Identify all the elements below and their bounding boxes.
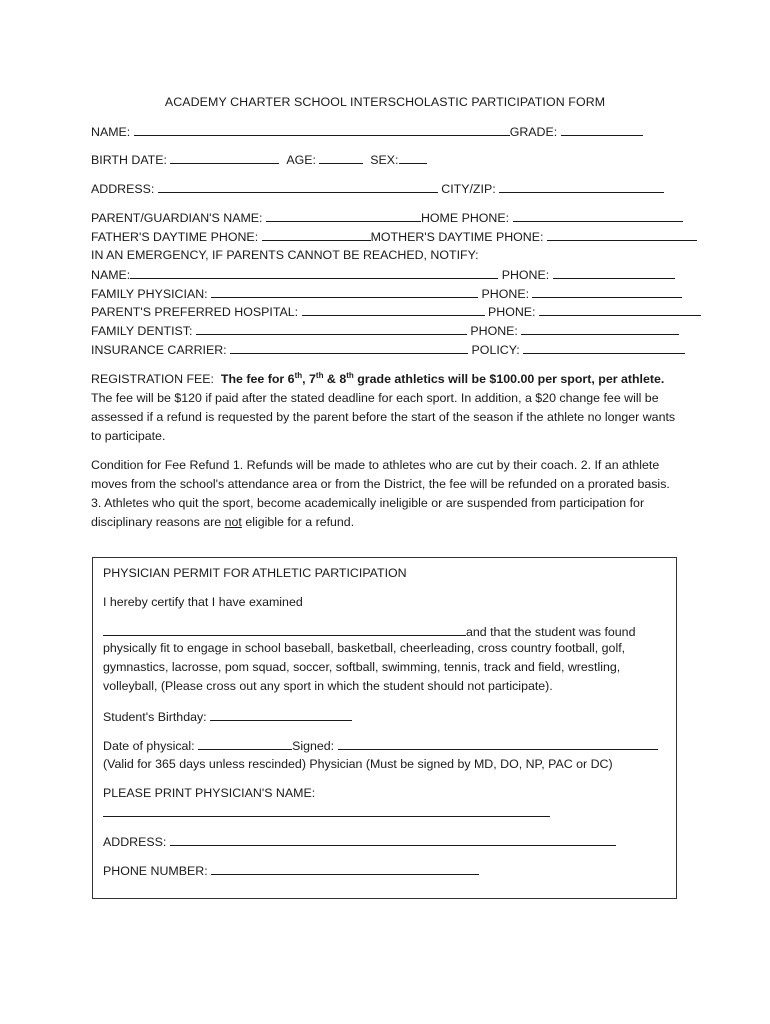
hospital-phone-field[interactable] xyxy=(539,304,701,316)
physician-address-row xyxy=(103,834,616,850)
physician-phone-row xyxy=(103,863,479,879)
fee-sup-1: th xyxy=(294,371,303,380)
parent-name-label: PARENT/GUARDIAN'S NAME: xyxy=(91,211,263,225)
insurance-row xyxy=(91,342,685,358)
physical-date-row xyxy=(103,738,658,754)
emergency-phone-label: PHONE: xyxy=(501,268,550,282)
student-birthday-label: Student's Birthday: xyxy=(103,710,207,724)
fee-sup-2: th xyxy=(315,371,324,380)
address-row xyxy=(91,181,664,197)
home-phone-field[interactable] xyxy=(513,210,683,222)
dentist-label: FAMILY DENTIST: xyxy=(91,324,193,338)
certify-text: I hereby certify that I have examined xyxy=(103,595,303,609)
physician-row xyxy=(91,286,682,302)
emergency-label: IN AN EMERGENCY, IF PARENTS CANNOT BE REACHED, NOTIFY: xyxy=(91,248,479,262)
city-zip-label: CITY/ZIP: xyxy=(441,182,496,196)
registration-fee-paragraph xyxy=(91,370,681,446)
physician-box-title: PHYSICIAN PERMIT FOR ATHLETIC PARTICIPATION xyxy=(103,566,407,580)
fee-emphasis xyxy=(221,372,664,386)
family-physician-label: FAMILY PHYSICIAN: xyxy=(91,287,208,301)
birthday-row xyxy=(103,709,352,725)
refund-not: not xyxy=(224,515,242,529)
hospital-field[interactable] xyxy=(302,304,485,316)
physician-signature-field[interactable] xyxy=(338,738,658,750)
sex-label: SEX: xyxy=(370,153,399,167)
fee-bold-3: & 8 xyxy=(323,372,347,386)
city-zip-field[interactable] xyxy=(499,181,664,193)
fee-details: The fee will be $120 if paid after the stated deadline for each sport. In addition, a $20 change fee will be assessed if a refund is requested by the parent before the start of the season if the athlete no longer wants to participate. xyxy=(91,391,676,443)
grade-field[interactable] xyxy=(561,124,643,136)
fee-bold-4: grade athletics will be $100.00 per sport, per athlete. xyxy=(353,372,665,386)
print-name-label: PLEASE PRINT PHYSICIAN'S NAME: xyxy=(103,786,316,800)
father-row xyxy=(91,229,697,245)
student-birthday-field[interactable] xyxy=(210,709,352,721)
fee-sup-3: th xyxy=(346,371,354,380)
address-label: ADDRESS: xyxy=(91,182,155,196)
parent-name-field[interactable] xyxy=(266,210,421,222)
parent-row xyxy=(91,210,683,226)
name-row xyxy=(91,124,643,140)
physician-phone-field[interactable] xyxy=(532,286,682,298)
dentist-row xyxy=(91,323,679,339)
refund-paragraph xyxy=(91,456,681,532)
physician-permit-box xyxy=(92,557,677,899)
fee-label: REGISTRATION FEE: xyxy=(91,372,214,386)
form-title: ACADEMY CHARTER SCHOOL INTERSCHOLASTIC PARTICIPATION FORM xyxy=(164,95,606,109)
phone-number-field[interactable] xyxy=(211,863,479,875)
policy-label: POLICY: xyxy=(471,343,520,357)
father-phone-field[interactable] xyxy=(262,229,371,241)
name-label: NAME: xyxy=(91,125,131,139)
physician-name-field[interactable] xyxy=(103,805,550,817)
dentist-field[interactable] xyxy=(196,323,467,335)
hospital-label: PARENT'S PREFERRED HOSPITAL: xyxy=(91,305,299,319)
mother-phone-field[interactable] xyxy=(547,229,697,241)
valid-note: (Valid for 365 days unless rescinded) Physician (Must be signed by MD, DO, NP, PAC or DC) xyxy=(103,757,613,771)
date-physical-label: Date of physical: xyxy=(103,739,195,753)
family-physician-field[interactable] xyxy=(211,286,478,298)
dentist-phone-field[interactable] xyxy=(521,323,679,335)
sports-paragraph: physically fit to engage in school baseball, basketball, cheerleading, cross country football, golf, gymnastics, lacrosse, pom squad, soccer, softball, swimming, tennis, track and field, wrestling, volleyball, (Please cross out any sport in which the student should not participate). xyxy=(103,641,626,693)
dentist-phone-label: PHONE: xyxy=(470,324,518,338)
examined-row xyxy=(103,624,635,640)
physician-phone-label: PHONE: xyxy=(481,287,530,301)
mother-phone-label: MOTHER'S DAYTIME PHONE: xyxy=(370,230,544,244)
date-physical-field[interactable] xyxy=(198,738,292,750)
policy-field[interactable] xyxy=(523,342,685,354)
physician-address-field[interactable] xyxy=(170,834,616,846)
hospital-phone-label: PHONE: xyxy=(487,305,536,319)
birth-date-field[interactable] xyxy=(170,152,279,164)
physician-address-label: ADDRESS: xyxy=(103,835,167,849)
father-phone-label: FATHER'S DAYTIME PHONE: xyxy=(91,230,259,244)
insurance-label: INSURANCE CARRIER: xyxy=(91,343,227,357)
fee-bold-1: The fee for 6 xyxy=(220,372,295,386)
home-phone-label: HOME PHONE: xyxy=(420,211,510,225)
sex-field[interactable] xyxy=(399,152,427,164)
print-name-line xyxy=(103,805,550,821)
birth-row xyxy=(91,152,427,168)
emergency-name-label: NAME: xyxy=(91,268,131,282)
emergency-row xyxy=(91,267,675,283)
emergency-name-field[interactable] xyxy=(130,267,498,279)
age-label: AGE: xyxy=(286,153,316,167)
signed-label: Signed: xyxy=(292,739,335,753)
age-field[interactable] xyxy=(319,152,363,164)
hospital-row xyxy=(91,304,701,320)
address-field[interactable] xyxy=(158,181,438,193)
student-examined-field[interactable] xyxy=(103,624,466,636)
found-text: and that the student was found xyxy=(466,625,636,639)
phone-number-label: PHONE NUMBER: xyxy=(103,864,208,878)
birth-date-label: BIRTH DATE: xyxy=(91,153,167,167)
refund-text-end: eligible for a refund. xyxy=(245,515,355,529)
fee-bold-2: , 7 xyxy=(302,372,316,386)
emergency-phone-field[interactable] xyxy=(553,267,675,279)
insurance-field[interactable] xyxy=(230,342,468,354)
grade-label: GRADE: xyxy=(509,125,558,139)
student-name-field[interactable] xyxy=(134,124,510,136)
refund-text: Condition for Fee Refund 1. Refunds will be made to athletes who are cut by their coach. 2. If an athlete moves from the school's attendance area or from the District, the fee will be refunded on a prorated basis. 3. Athletes who quit the sport, become academically ineligible or are suspended from participation for disciplinary reasons are xyxy=(91,458,670,529)
